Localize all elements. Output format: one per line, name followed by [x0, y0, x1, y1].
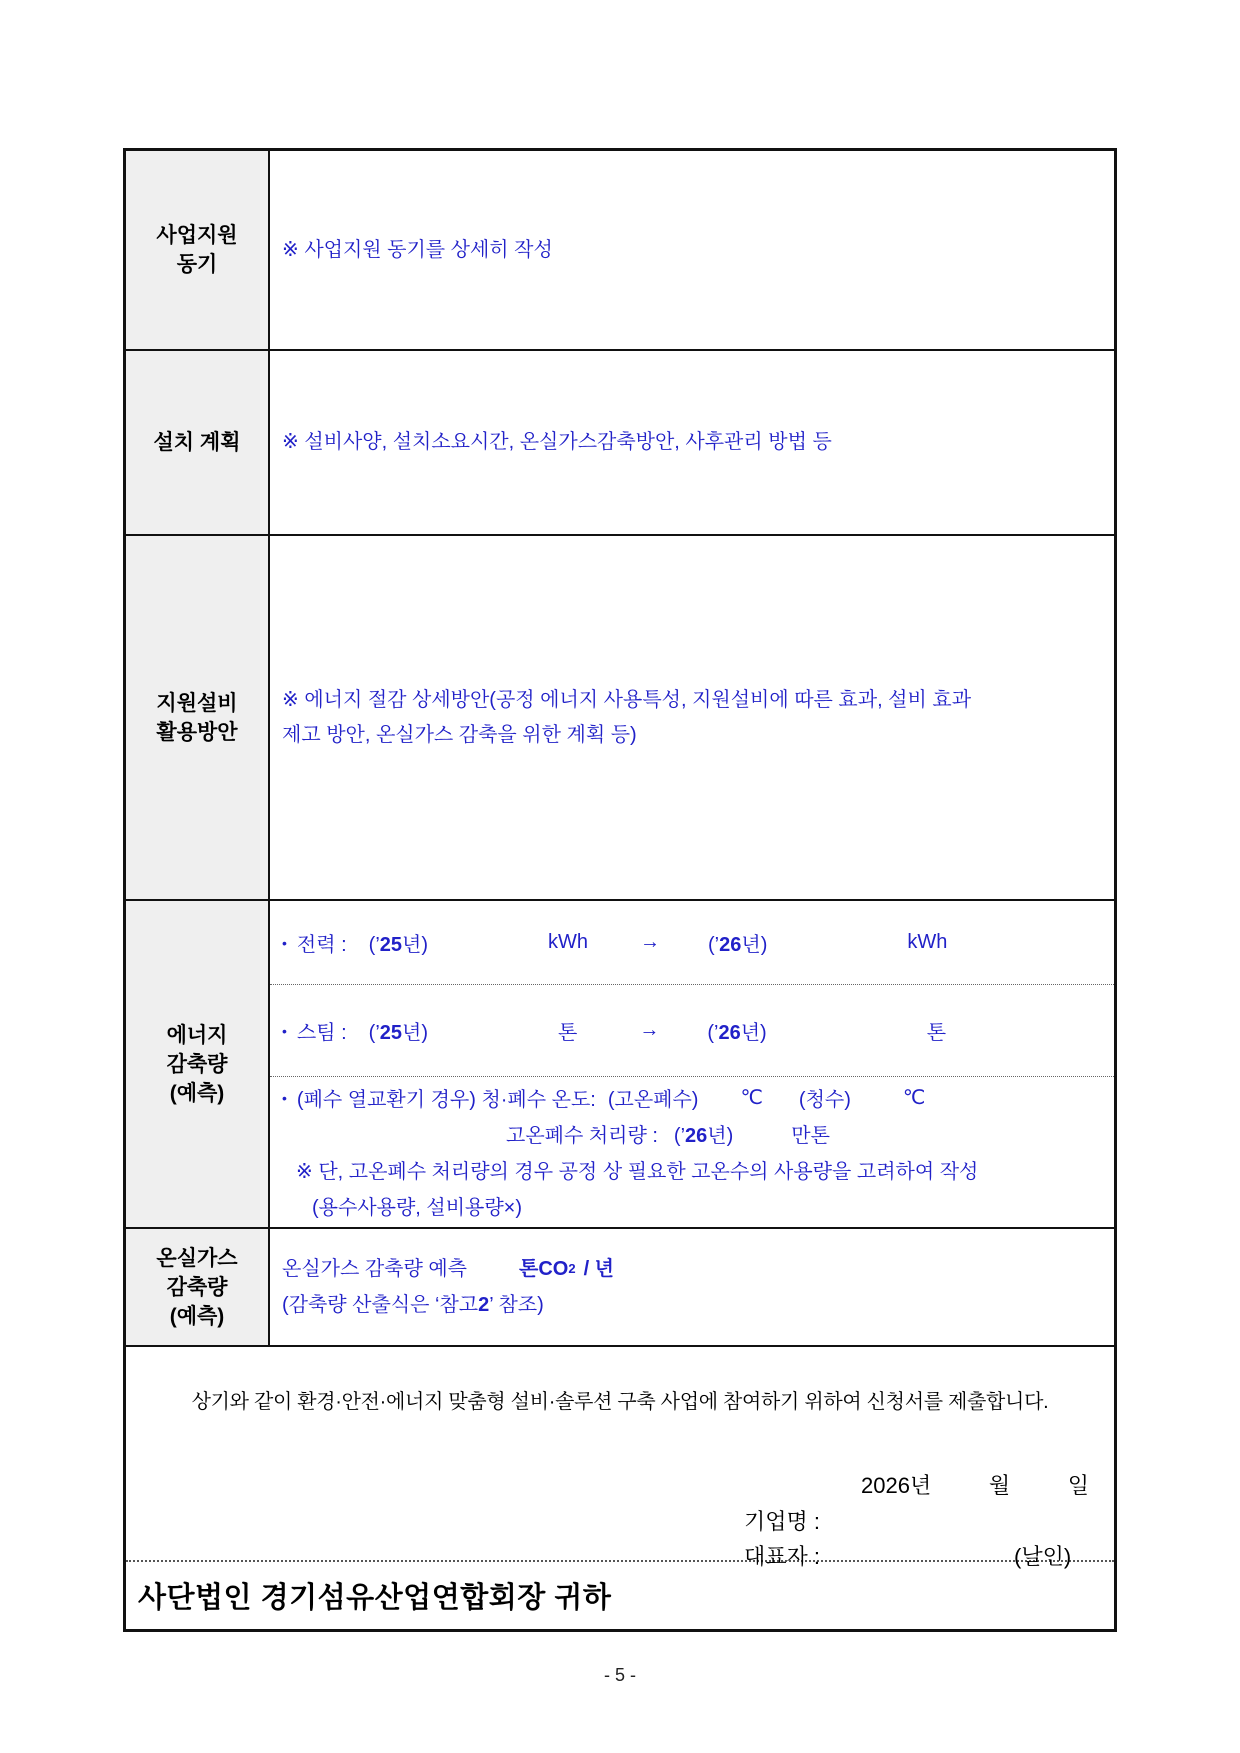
- year-paren: (’: [708, 934, 720, 957]
- motivation-note: ※ 사업지원 동기를 상세히 작성: [282, 238, 553, 261]
- date-line: [861, 1469, 1089, 1500]
- row-ghg-reduction: [126, 1229, 1114, 1347]
- year-paren: (’: [707, 1022, 719, 1045]
- row-motivation: [126, 151, 1114, 351]
- page-number: - 5 -: [603, 1665, 636, 1685]
- ghg-header-cell: [126, 1229, 270, 1345]
- ghg-content-cell: [270, 1229, 1114, 1345]
- date-day: 일: [1067, 1473, 1089, 1498]
- recipient-text: 사단법인 경기섬유산업연합회장 귀하: [138, 1582, 612, 1614]
- year-suffix: 년): [402, 1022, 429, 1045]
- utilization-label-line1: 지원설비: [156, 691, 238, 715]
- energy-label-line2: 감축량: [166, 1052, 228, 1076]
- electricity-subrow: [270, 901, 1114, 984]
- year-number: 26: [718, 1022, 741, 1045]
- year-suffix: 년): [707, 1125, 734, 1148]
- ghg-unit-main: 톤CO: [519, 1258, 569, 1280]
- arrow-icon: →: [640, 931, 661, 954]
- year-number: 26: [685, 1125, 708, 1148]
- hot-wastewater-unit: ℃: [740, 1087, 763, 1110]
- install-plan-label: 설치 계획: [153, 431, 241, 454]
- year-suffix: 년): [740, 1022, 767, 1045]
- year-paren: (’: [368, 934, 380, 957]
- install-plan-note: ※ 설비사양, 설치소요시간, 온실가스감축방안, 사후관리 방법 등: [282, 431, 832, 453]
- ceo-label: 대표자 :: [744, 1544, 820, 1569]
- ghg-unit-subscript: 2: [568, 1261, 576, 1276]
- row-recipient: [126, 1562, 1114, 1629]
- steam-title: 스팀 :: [296, 1022, 347, 1045]
- steam-unit-before: 톤: [558, 1022, 578, 1045]
- ghg-forecast-text: 온실가스 감축량 예측: [282, 1258, 467, 1280]
- energy-reduction-header-cell: [126, 901, 270, 1227]
- electricity-title: 전력 :: [296, 934, 347, 957]
- energy-reduction-content: [270, 901, 1114, 1227]
- ghg-unit-tail: / 년: [583, 1258, 614, 1280]
- year-paren: (’: [673, 1125, 686, 1148]
- row-install-plan: [126, 351, 1114, 536]
- date-year-number: 2026: [861, 1473, 910, 1498]
- energy-label-line1: 에너지: [166, 1023, 228, 1047]
- row-energy-reduction: [126, 901, 1114, 1229]
- ghg-forecast-line: [282, 1251, 1114, 1288]
- steam-subrow: [270, 984, 1114, 1075]
- treatment-title: 고온폐수 처리량 :: [506, 1125, 658, 1148]
- electricity-year-2025: [369, 928, 428, 957]
- application-form-table: [123, 148, 1117, 1632]
- bullet-icon: •: [282, 1089, 287, 1106]
- row-signature-block: [126, 1347, 1114, 1569]
- ghg-label-line2: 감축량: [166, 1275, 228, 1299]
- hot-wastewater-label: (고온폐수): [607, 1089, 699, 1112]
- treatment-unit: 만톤: [791, 1125, 830, 1148]
- motivation-label-line2: 동기: [176, 253, 218, 276]
- date-month: 월: [988, 1473, 1011, 1498]
- electricity-year-2026: [708, 928, 767, 957]
- ghg-reference-post: ’ 참조): [489, 1294, 544, 1316]
- electricity-unit-before: kWh: [548, 931, 589, 954]
- treatment-year-2026: [674, 1119, 733, 1148]
- company-name-label: 기업명 :: [744, 1509, 820, 1534]
- install-plan-content-cell: [270, 351, 1114, 534]
- year-paren: (’: [368, 1022, 380, 1045]
- arrow-icon: →: [639, 1019, 660, 1042]
- utilization-header-cell: [126, 536, 270, 899]
- ghg-label-line3: (예측): [169, 1304, 225, 1328]
- row-utilization: [126, 536, 1114, 901]
- wastewater-subrow: [270, 1076, 1114, 1227]
- bullet-icon: •: [282, 1022, 287, 1039]
- year-suffix: 년): [402, 934, 429, 957]
- submission-statement: 상기와 같이 환경·안전·에너지 맞춤형 설비·솔루션 구축 사업에 참여하기 위하여 신청서를 제출합니다.: [191, 1391, 1049, 1413]
- motivation-label-line1: 사업지원: [156, 224, 238, 247]
- ghg-label-line1: 온실가스: [156, 1246, 238, 1270]
- date-year-suffix: 년: [909, 1473, 932, 1498]
- year-number: 26: [719, 934, 742, 957]
- wastewater-caution-note: ※ 단, 고온폐수 처리량의 경우 공정 상 필요한 고온수의 사용량을 고려하여 작성: [296, 1161, 979, 1184]
- utilization-note-line2: 제고 방안, 온실가스 감축을 위한 계획 등): [282, 723, 637, 746]
- year-number: 25: [379, 1022, 403, 1045]
- clean-water-label: (청수): [798, 1089, 851, 1112]
- electricity-unit-after: kWh: [907, 931, 948, 954]
- motivation-content-cell: [270, 151, 1114, 349]
- steam-year-2026: [707, 1016, 766, 1045]
- ghg-reference-number: 2: [478, 1294, 490, 1316]
- ghg-reference-line: [282, 1288, 1114, 1323]
- utilization-note-line1: ※ 에너지 절감 상세방안(공정 에너지 사용특성, 지원설비에 따른 효과, 설비 효과: [282, 688, 972, 711]
- steam-unit-after: 톤: [926, 1022, 947, 1045]
- seal-label: (날인): [1014, 1544, 1072, 1569]
- bullet-icon: •: [282, 934, 287, 951]
- install-plan-header-cell: [126, 351, 270, 534]
- energy-label-line3: (예측): [169, 1081, 225, 1105]
- year-number: 25: [379, 934, 403, 957]
- year-suffix: 년): [741, 934, 768, 957]
- signature-cell: [126, 1347, 1114, 1569]
- wastewater-title: (폐수 열교환기 경우) 청·폐수 온도:: [296, 1089, 596, 1112]
- ghg-reference-pre: (감축량 산출식은 ‘참고: [282, 1294, 479, 1316]
- clean-water-unit: ℃: [902, 1087, 926, 1110]
- utilization-label-line2: 활용방안: [156, 720, 238, 744]
- wastewater-caution-note2: (용수사용량, 설비용량×): [312, 1197, 522, 1220]
- motivation-header-cell: [126, 151, 270, 349]
- date-year: [861, 1469, 931, 1500]
- utilization-content-cell: [270, 536, 1114, 899]
- steam-year-2025: [369, 1016, 428, 1045]
